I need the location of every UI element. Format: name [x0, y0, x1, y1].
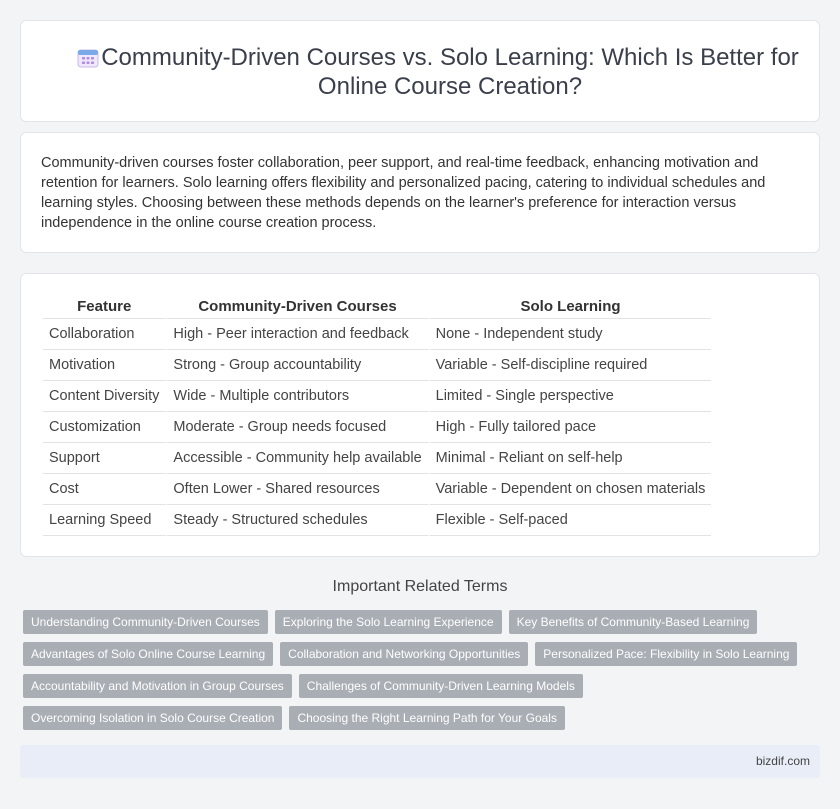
- related-term-tag[interactable]: Personalized Pace: Flexibility in Solo Learning: [535, 642, 797, 666]
- footer: [20, 745, 820, 778]
- table-cell: Flexible - Self-paced: [430, 505, 712, 536]
- comparison-table: [43, 295, 711, 536]
- related-term-tag[interactable]: Exploring the Solo Learning Experience: [275, 610, 502, 634]
- table-row: [43, 443, 711, 474]
- title-card: [20, 20, 820, 122]
- table-cell: Often Lower - Shared resources: [167, 474, 429, 505]
- related-term-tag[interactable]: Advantages of Solo Online Course Learning: [23, 642, 273, 666]
- table-cell: High - Fully tailored pace: [430, 412, 712, 443]
- column-header-community: Community-Driven Courses: [167, 295, 429, 319]
- table-cell: Limited - Single perspective: [430, 381, 712, 412]
- table-cell: Moderate - Group needs focused: [167, 412, 429, 443]
- table-cell: Steady - Structured schedules: [167, 505, 429, 536]
- related-terms-list: [23, 610, 813, 730]
- column-header-solo: Solo Learning: [430, 295, 712, 319]
- table-cell: Variable - Self-discipline required: [430, 350, 712, 381]
- table-cell: Motivation: [43, 350, 167, 381]
- related-terms-heading: Important Related Terms: [332, 578, 508, 595]
- table-cell: Accessible - Community help available: [167, 443, 429, 474]
- page-title: Community-Driven Courses vs. Solo Learning: Which Is Better for Online Course Creation?: [101, 44, 799, 100]
- related-term-tag[interactable]: Overcoming Isolation in Solo Course Creation: [23, 706, 282, 730]
- table-cell: Support: [43, 443, 167, 474]
- related-term-tag[interactable]: Accountability and Motivation in Group Courses: [23, 674, 292, 698]
- intro-card: [20, 132, 820, 253]
- table-cell: None - Independent study: [430, 319, 712, 350]
- table-cell: Strong - Group accountability: [167, 350, 429, 381]
- table-header-row: [43, 295, 711, 319]
- table-row: [43, 319, 711, 350]
- related-term-tag[interactable]: Key Benefits of Community-Based Learning: [509, 610, 758, 634]
- table-cell: Wide - Multiple contributors: [167, 381, 429, 412]
- table-cell: Customization: [43, 412, 167, 443]
- table-row: [43, 350, 711, 381]
- table-cell: Content Diversity: [43, 381, 167, 412]
- table-cell: Cost: [43, 474, 167, 505]
- related-term-tag[interactable]: Challenges of Community-Driven Learning Models: [299, 674, 583, 698]
- table-row: [43, 505, 711, 536]
- table-cell: Collaboration: [43, 319, 167, 350]
- comparison-card: [20, 273, 820, 557]
- table-cell: Learning Speed: [43, 505, 167, 536]
- table-cell: Minimal - Reliant on self-help: [430, 443, 712, 474]
- table-row: [43, 474, 711, 505]
- table-cell: High - Peer interaction and feedback: [167, 319, 429, 350]
- table-row: [43, 381, 711, 412]
- related-term-tag[interactable]: Choosing the Right Learning Path for Your Goals: [289, 706, 565, 730]
- related-term-tag[interactable]: Collaboration and Networking Opportunities: [280, 642, 528, 666]
- related-term-tag[interactable]: Understanding Community-Driven Courses: [23, 610, 268, 634]
- footer-site-link[interactable]: bizdif.com: [755, 754, 810, 768]
- table-cell: Variable - Dependent on chosen materials: [430, 474, 712, 505]
- table-row: [43, 412, 711, 443]
- intro-paragraph: Community-driven courses foster collaboration, peer support, and real-time feedback, enhancing motivation and retention for learners. Solo learning offers flexibility and personalized pacing, catering to individual schedules and learning styles. Choosing between these methods depends on the learner's preference for interaction versus independence in the online course creation process.: [41, 155, 766, 231]
- column-header-feature: Feature: [43, 295, 167, 319]
